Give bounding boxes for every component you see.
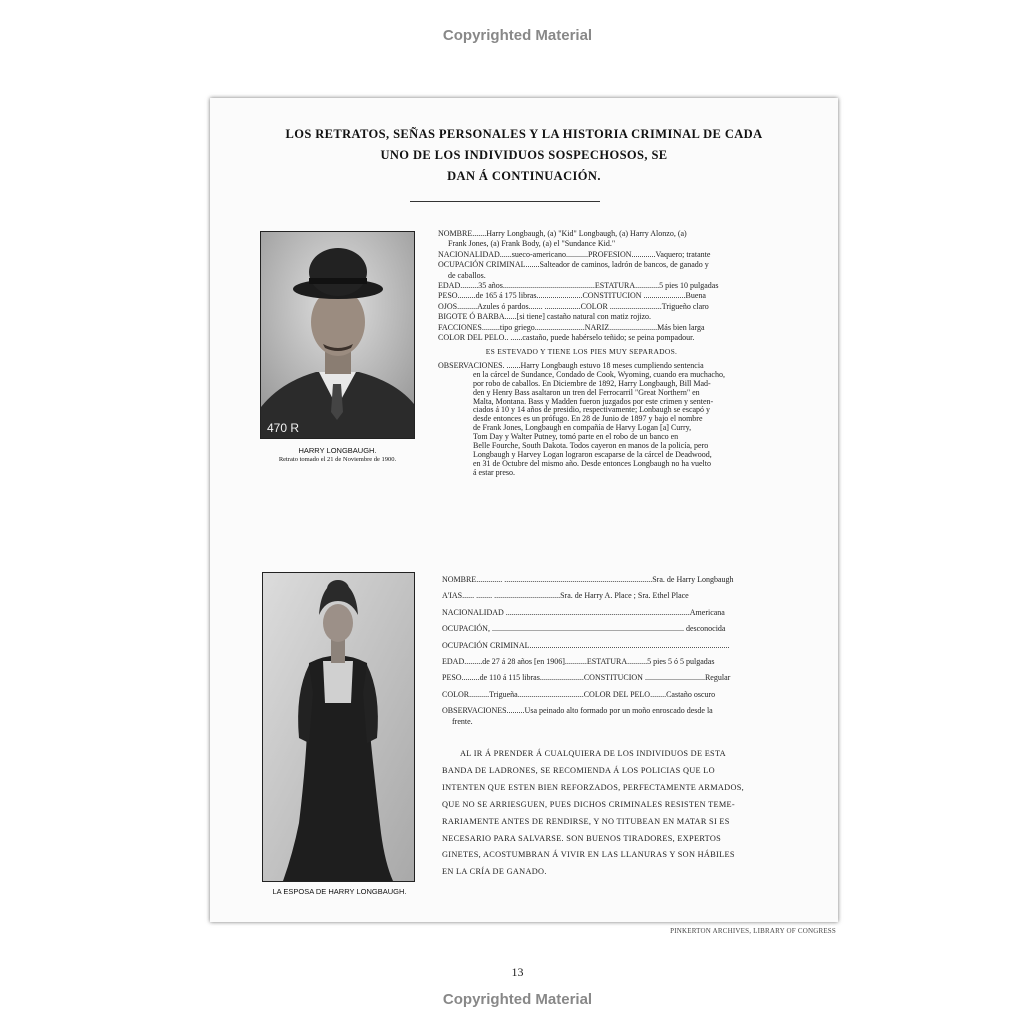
obs-line: por robo de caballos. En Diciembre de 1892, Harry Longbaugh, Bill Mad- <box>473 378 711 388</box>
entry-ocupacion-2: OCUPACIÓN, ................................................................................................ desconocida <box>442 624 726 634</box>
caption-date: Retrato tomado el 21 de Noviembre de 1900. <box>278 456 397 463</box>
obs-line: ciados á 10 y 14 años de presidio, respectivamente; Lonbaugh se escapó y <box>473 405 711 415</box>
entry-facciones: FACCIONES.........tipo griego.........................NARIZ........................Más bien larga <box>438 322 705 332</box>
heading-divider <box>410 201 600 202</box>
entry-peso-2: PESO.........de 110 á 115 libras......................CONSTITUCION ..............................Regular <box>442 673 731 683</box>
entry-ocupacion-criminal-cont: de caballos. <box>448 270 486 280</box>
entry-observaciones-2-cont: frente. <box>452 716 473 726</box>
warning-line: QUE NO SE ARRIESGUEN, PUES DICHOS CRIMINALES RESISTEN TEME- <box>442 799 735 809</box>
heading-line-2: UNO DE LOS INDIVIDUOS SOSPECHOSOS, SE <box>380 148 668 162</box>
entry-ojos: OJOS..........Azules ó pardos....... ..................COLOR ..........................Trigueño claro <box>438 301 709 311</box>
obs-line: en 31 de Octubre del mismo año. Desde entonces Longbaugh no ha vuelto <box>473 458 711 468</box>
entry-peso: PESO.........de 165 á 175 libras.......................CONSTITUCION .....................Buena <box>438 291 706 301</box>
entry-edad: EDAD.........35 años..............................................ESTATURA............5 pies 10 pulgadas <box>438 281 719 291</box>
description-block-2 <box>442 575 734 733</box>
obs-line: den y Henry Bass asaltaron un tren del Ferrocarril "Great Northern" en <box>473 387 700 397</box>
obs-line: en la cárcel de Sundance, Condado de Cook, Wyoming, cuando era muchacho, <box>473 369 725 379</box>
obs-line: á estar preso. <box>473 467 515 477</box>
warning-line: AL IR Á PRENDER Á CUALQUIERA DE LOS INDIVIDUOS DE ESTA <box>460 749 726 758</box>
entry-ocupacion-criminal-2: OCUPACIÓN CRIMINAL.................................................................................................... <box>442 640 730 650</box>
warning-line: BANDA DE LADRONES, SE RECOMIENDA Á LOS POLICIAS QUE LO <box>442 765 715 775</box>
warning-line: RARIAMENTE ANTES DE RENDIRSE, Y NO TITUBEAN EN MATAR SI ES <box>442 816 730 826</box>
description-block-1 <box>438 229 725 478</box>
obs-line: Belle Fourche, South Dakota. Todos cayeron en manos de la policía, pero <box>473 441 709 451</box>
feet-remark: ES ESTEVADO Y TIENE LOS PIES MUY SEPARADOS. <box>485 347 678 357</box>
portrait-harry-longbaugh <box>260 231 415 439</box>
entry-observaciones-2: OBSERVACIONES.........Usa peinado alto formado por un moño enroscado desde la <box>442 706 713 716</box>
entry-nombre-2: NOMBRE............. ..........................................................................Sra. de Harry Longbaugh <box>442 575 734 584</box>
watermark-top: Copyrighted Material <box>442 27 593 44</box>
obs-line: Tom Day y Walter Putney, tomó parte en el robo de un banco en <box>473 432 679 442</box>
entry-color-2: COLOR..........Trigueña.................................COLOR DEL PELO........Castaño oscuro <box>442 689 716 699</box>
caption-wife: LA ESPOSA DE HARRY LONGBAUGH. <box>272 887 407 896</box>
heading-line-1: LOS RETRATOS, SEÑAS PERSONALES Y LA HISTORIA CRIMINAL DE CADA <box>285 127 763 141</box>
obs-line: de Frank Jones, Longbaugh en compañía de Harvy Logan [a] Curry, <box>473 423 692 433</box>
entry-alias-2: A'IAS...... ........ .................................Sra. de Harry A. Place ; Sra. Ethel Place <box>442 591 689 601</box>
warning-line: GINETES, ACOSTUMBRAN Á VIVIR EN LAS LLANURAS Y SON HÁBILES <box>442 850 735 860</box>
entry-nombre-cont: Frank Jones, (a) Frank Body, (a) el "Sundance Kid." <box>448 239 616 249</box>
warning-line: NECESARIO PARA SALVARSE. SON BUENOS TIRADORES, EXPERTOS <box>442 833 722 843</box>
obs-line: OBSERVACIONES. .......Harry Longbaugh estuvo 18 meses cumpliendo sentencia <box>438 360 704 370</box>
entry-color-pelo: COLOR DEL PELO.. ......castaño, puede habérselo teñido; se peina pompadour. <box>438 333 695 343</box>
entry-ocupacion-criminal: OCUPACIÓN CRIMINAL.......Salteador de caminos, ladrón de bancos, de ganado y <box>438 260 709 270</box>
caption-harry-longbaugh: HARRY LONGBAUGH. <box>298 446 377 455</box>
entry-nacionalidad: NACIONALIDAD......sueco-americano...........PROFESION............Vaquero; tratante <box>438 249 711 259</box>
photo-credit: PINKERTON ARCHIVES, LIBRARY OF CONGRESS <box>670 927 836 935</box>
entry-nacionalidad-2: NACIONALIDAD ............................................................................................Americana <box>442 607 725 617</box>
page-number: 13 <box>511 965 524 979</box>
entry-edad-2: EDAD.........de 27 á 28 años [en 1906]...........ESTATURA..........5 pies 5 ó 5 pulgadas <box>442 657 715 667</box>
portrait-wife <box>262 572 415 882</box>
observaciones-1 <box>438 362 725 478</box>
photo-tag: 470 R <box>267 421 300 435</box>
heading-line-3: DAN Á CONTINUACIÓN. <box>447 169 601 183</box>
entry-bigote: BIGOTE Ó BARBA......[si tiene] castaño natural con matiz rojizo. <box>438 312 652 322</box>
entry-nombre: NOMBRE.......Harry Longbaugh, (a) "Kid" Longbaugh, (a) Harry Alonzo, (a) <box>438 229 687 238</box>
obs-line: Longbaugh y Harvey Logan lograron escaparse de la cárcel de Deadwood, <box>473 449 712 459</box>
obs-line: Malta, Montana. Bass y Madden fueron juzgados por este crimen y senten- <box>473 396 714 406</box>
warning-line: INTENTEN QUE ESTEN BIEN REFORZADOS, PERFECTAMENTE ARMADOS, <box>442 782 745 792</box>
watermark-bottom: Copyrighted Material <box>442 991 593 1008</box>
warning-paragraph <box>442 746 744 881</box>
obs-line: desde entonces es un prófugo. En 28 de Junio de 1897 y bajo el nombre <box>473 414 703 424</box>
scanned-page <box>210 98 838 922</box>
warning-line: EN LA CRÍA DE GANADO. <box>442 867 547 877</box>
